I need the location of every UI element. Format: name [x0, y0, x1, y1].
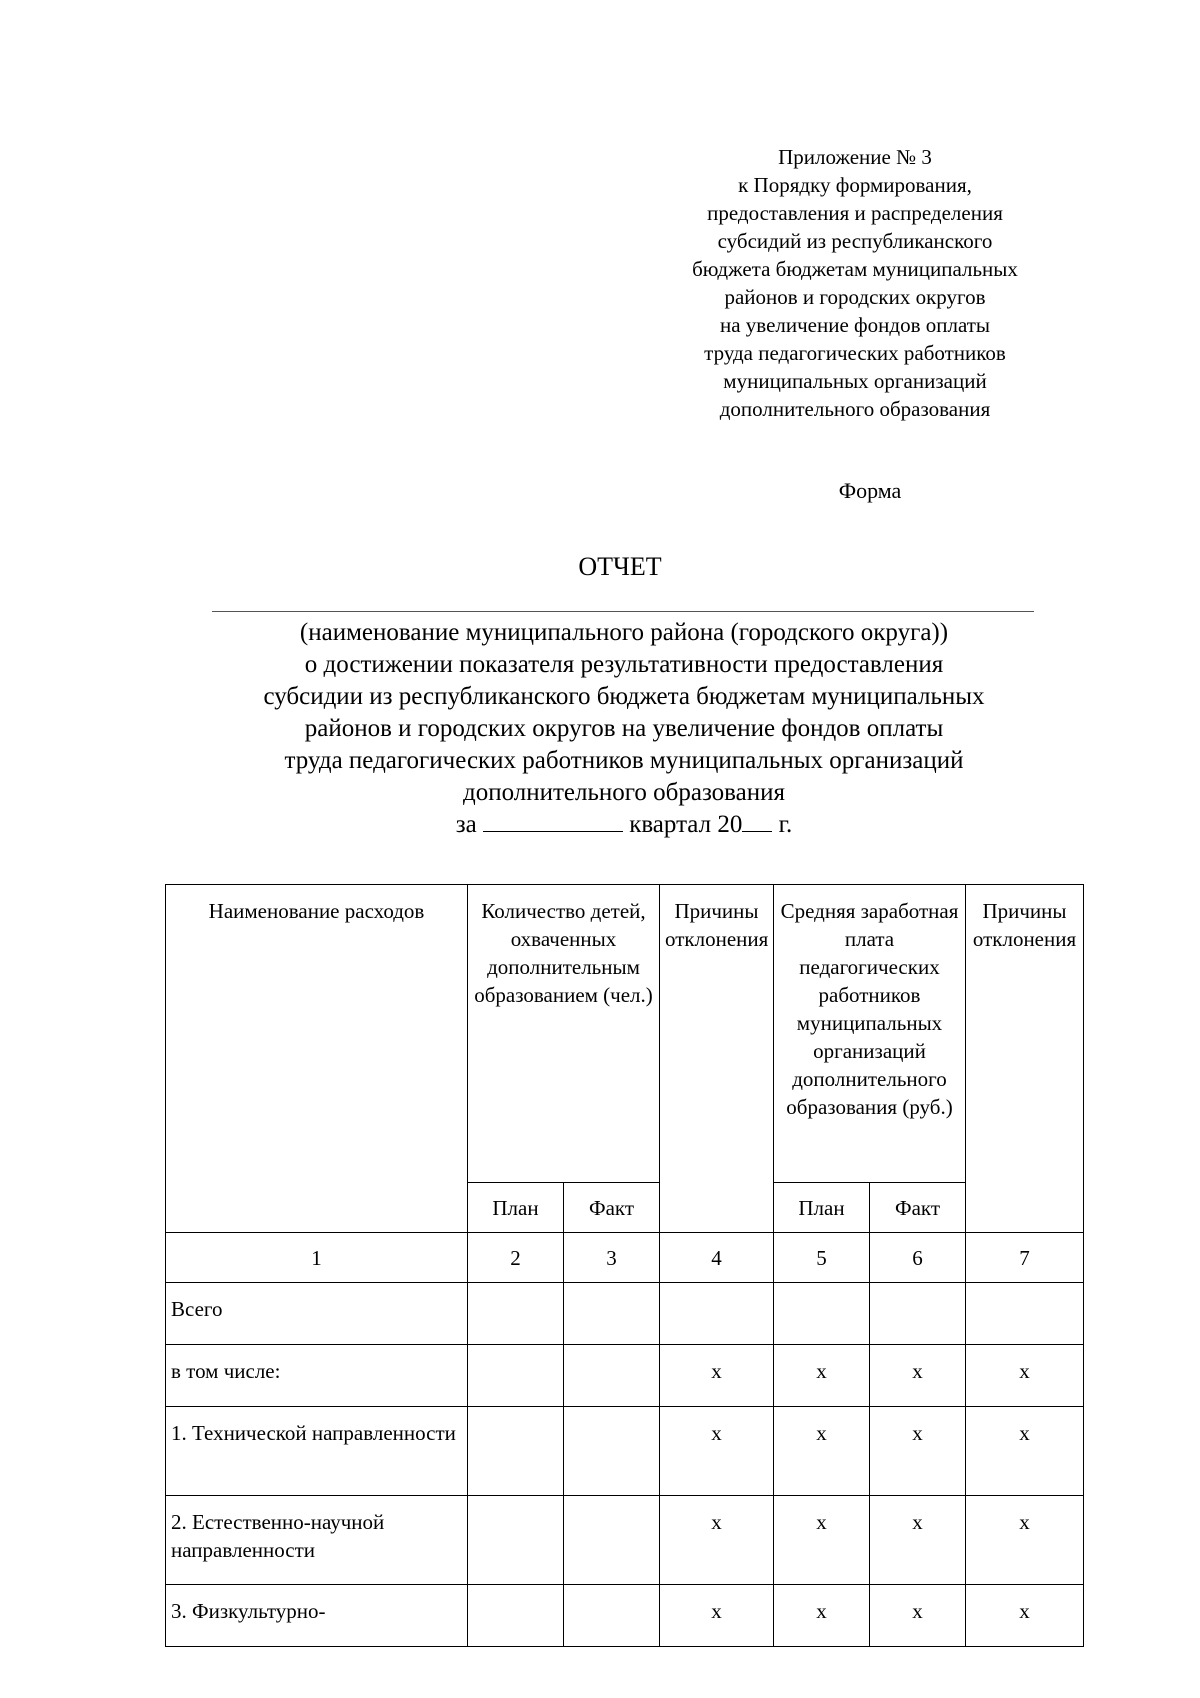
- period-middle: квартал 20: [629, 811, 743, 838]
- header-fact-children: Факт: [564, 1183, 660, 1233]
- table-cell: x: [870, 1345, 966, 1407]
- table-row: [166, 1496, 1084, 1585]
- table-cell: x: [774, 1407, 870, 1496]
- header-salary: Средняя заработная плата педагогических работников муниципальных организаций дополнительного образования (руб.): [774, 885, 966, 1183]
- report-desc-line: труда педагогических работников муниципальных организаций: [284, 747, 964, 774]
- table-cell: x: [966, 1345, 1084, 1407]
- table-cell: x: [966, 1496, 1084, 1585]
- appendix-line: субсидий из республиканского: [717, 229, 993, 253]
- header-plan-children: План: [468, 1183, 564, 1233]
- period-suffix: г.: [778, 811, 793, 838]
- column-number-row: [166, 1233, 1084, 1283]
- header-children: Количество детей, охваченных дополнительным образованием (чел.): [468, 885, 660, 1183]
- table-cell: x: [966, 1585, 1084, 1647]
- report-description: [200, 617, 1048, 841]
- appendix-line: труда педагогических работников: [704, 341, 1006, 365]
- table-cell: [966, 1283, 1084, 1345]
- appendix-block: [655, 143, 1055, 423]
- table-cell: x: [774, 1345, 870, 1407]
- table-cell: [468, 1585, 564, 1647]
- column-number: 7: [966, 1233, 1084, 1283]
- row-label: 1. Технической направленности: [166, 1407, 468, 1496]
- report-desc-line: (наименование муниципального района (городского округа)): [299, 619, 949, 646]
- header-expenses: Наименование расходов: [166, 885, 468, 1233]
- report-desc-line: районов и городских округов на увеличение фондов оплаты: [304, 715, 944, 742]
- table-cell: [564, 1496, 660, 1585]
- table-row: [166, 1585, 1084, 1647]
- appendix-line: Приложение № 3: [778, 145, 932, 169]
- appendix-line: районов и городских округов: [724, 285, 986, 309]
- table-row: [166, 1283, 1084, 1345]
- column-number: 5: [774, 1233, 870, 1283]
- table-cell: x: [870, 1496, 966, 1585]
- column-number: 6: [870, 1233, 966, 1283]
- column-number: 3: [564, 1233, 660, 1283]
- table-cell: x: [966, 1407, 1084, 1496]
- column-number: 4: [660, 1233, 774, 1283]
- year-blank: [742, 809, 772, 832]
- appendix-line: к Порядку формирования,: [738, 173, 972, 197]
- header-plan-salary: План: [774, 1183, 870, 1233]
- appendix-line: предоставления и распределения: [707, 201, 1003, 225]
- table-row: [166, 1345, 1084, 1407]
- header-fact-salary: Факт: [870, 1183, 966, 1233]
- table-row: [166, 1407, 1084, 1496]
- table-cell: [660, 1283, 774, 1345]
- quarter-blank: [483, 809, 623, 832]
- table-cell: x: [660, 1496, 774, 1585]
- table-cell: [870, 1283, 966, 1345]
- table-cell: x: [870, 1585, 966, 1647]
- appendix-line: муниципальных организаций: [723, 369, 987, 393]
- table-cell: [468, 1407, 564, 1496]
- header-reasons-2: Причины отклонения: [966, 885, 1084, 1233]
- column-number: 2: [468, 1233, 564, 1283]
- header-reasons-1: Причины отклонения: [660, 885, 774, 1233]
- table-cell: [564, 1407, 660, 1496]
- table-cell: [564, 1283, 660, 1345]
- appendix-line: бюджета бюджетам муниципальных: [692, 257, 1018, 281]
- table-cell: [468, 1283, 564, 1345]
- report-desc-line: о достижении показателя результативности предоставления: [304, 651, 944, 678]
- table-cell: x: [870, 1407, 966, 1496]
- report-period: [200, 809, 1048, 841]
- table-cell: [468, 1345, 564, 1407]
- table-cell: x: [660, 1345, 774, 1407]
- table-cell: x: [660, 1407, 774, 1496]
- header-row: [166, 885, 1084, 1183]
- table-cell: [564, 1345, 660, 1407]
- report-table: [165, 884, 1084, 1647]
- table-cell: x: [774, 1585, 870, 1647]
- row-label: 3. Физкультурно-: [166, 1585, 468, 1647]
- table-cell: x: [660, 1585, 774, 1647]
- report-desc-line: дополнительного образования: [462, 779, 786, 806]
- table-cell: x: [774, 1496, 870, 1585]
- form-label: Форма: [838, 478, 902, 503]
- table-cell: [564, 1585, 660, 1647]
- row-label: 2. Естественно-научной направленности: [166, 1496, 468, 1585]
- appendix-line: дополнительного образования: [719, 397, 991, 421]
- table-cell: [468, 1496, 564, 1585]
- row-label: в том числе:: [166, 1345, 468, 1407]
- name-blank-line: [212, 611, 1034, 612]
- column-number: 1: [166, 1233, 468, 1283]
- table-cell: [774, 1283, 870, 1345]
- period-prefix: за: [455, 811, 477, 838]
- appendix-line: на увеличение фондов оплаты: [719, 313, 991, 337]
- report-title: ОТЧЕТ: [578, 552, 662, 581]
- row-label: Всего: [166, 1283, 468, 1345]
- report-desc-line: субсидии из республиканского бюджета бюджетам муниципальных: [263, 683, 985, 710]
